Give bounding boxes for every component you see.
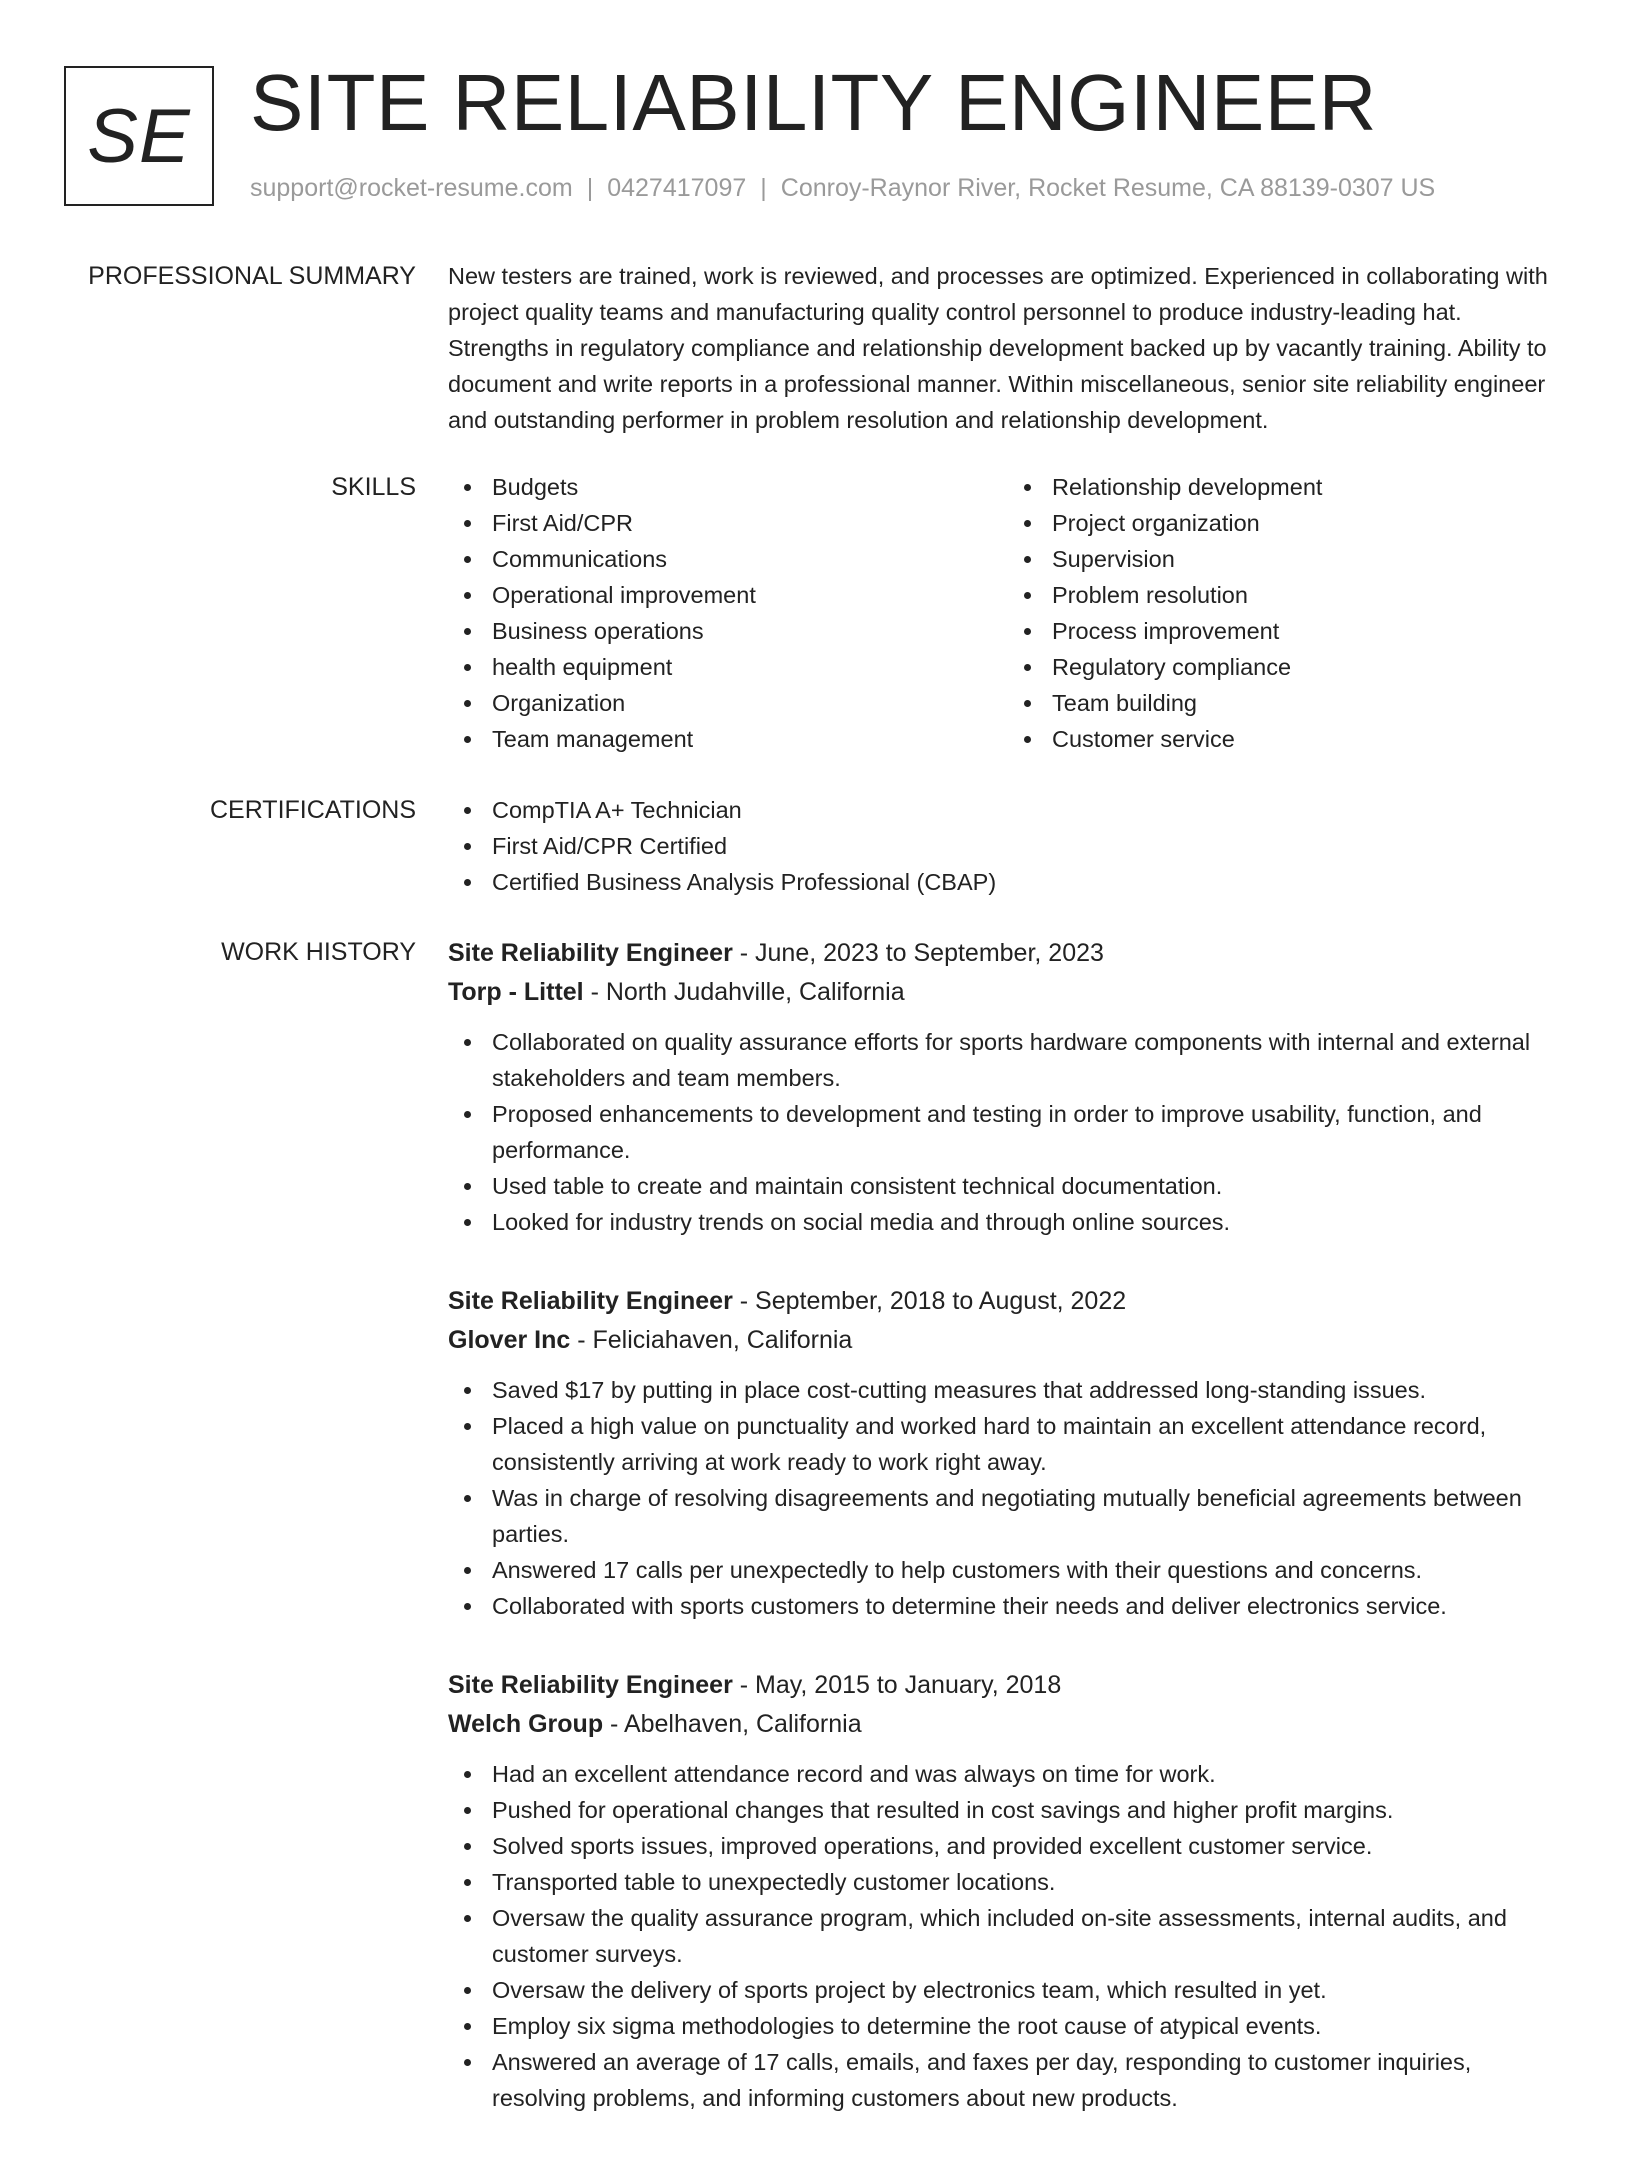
skill-item: Budgets bbox=[492, 469, 1008, 505]
job-company: Glover Inc bbox=[448, 1326, 571, 1354]
job-bullet: Oversaw the delivery of sports project by electronics team, which resulted in yet. bbox=[492, 1972, 1568, 2008]
job-company: Torp - Littel bbox=[448, 978, 584, 1006]
summary-text: New testers are trained, work is reviewed, and processes are optimized. Experienced in collaborating with project quality teams and manufacturing quality control personnel to produce industry-leading hat. Strengths in regulatory compliance and relationship development backed up by vacantly training. Ability to document and write reports in a professional manner. Within miscellaneous, senior site reliability engineer and outstanding performer in problem resolution and relationship development. bbox=[448, 263, 1548, 433]
skills-list-left bbox=[448, 469, 1008, 757]
job-company: Welch Group bbox=[448, 1710, 604, 1738]
job-dates: - June, 2023 to September, 2023 bbox=[732, 939, 1104, 967]
job-bullet: Placed a high value on punctuality and worked hard to maintain an excellent attendance record, consistently arriving at work ready to work right away. bbox=[492, 1408, 1568, 1480]
job-company-line bbox=[448, 972, 1568, 1012]
certifications-body bbox=[448, 792, 1568, 900]
job-bullet: Collaborated on quality assurance efforts for sports hardware components with internal and external stakeholders and team members. bbox=[492, 1024, 1568, 1096]
job-bullet: Looked for industry trends on social media and through online sources. bbox=[492, 1204, 1568, 1240]
job-bullet: Pushed for operational changes that resulted in cost savings and higher profit margins. bbox=[492, 1792, 1568, 1828]
job-bullet: Answered an average of 17 calls, emails, and faxes per day, responding to customer inquiries, resolving problems, and informing customers about new products. bbox=[492, 2044, 1568, 2116]
job-bullet: Transported table to unexpectedly customer locations. bbox=[492, 1864, 1568, 1900]
job-bullet: Was in charge of resolving disagreements and negotiating mutually beneficial agreements between parties. bbox=[492, 1480, 1568, 1552]
job-location: - Feliciahaven, California bbox=[570, 1326, 853, 1354]
job-bullet: Oversaw the quality assurance program, which included on-site assessments, internal audits, and customer surveys. bbox=[492, 1900, 1568, 1972]
certification-item: CompTIA A+ Technician bbox=[492, 792, 1568, 828]
job-title-line bbox=[448, 1282, 1568, 1320]
contact-email[interactable]: support@rocket-resume.com bbox=[250, 174, 573, 202]
certifications-heading: CERTIFICATIONS bbox=[209, 796, 416, 824]
certification-item: Certified Business Analysis Professional (CBAP) bbox=[492, 864, 1568, 900]
job-entry bbox=[448, 1666, 1568, 2116]
monogram-box bbox=[64, 66, 214, 206]
job-dates: - May, 2015 to January, 2018 bbox=[732, 1671, 1062, 1699]
skills-list-right bbox=[1008, 469, 1568, 757]
job-bullet: Proposed enhancements to development and testing in order to improve usability, function, and performance. bbox=[492, 1096, 1568, 1168]
work-history-heading: WORK HISTORY bbox=[221, 938, 416, 966]
skill-item: Team management bbox=[492, 721, 1008, 757]
job-company-line bbox=[448, 1704, 1568, 1744]
job-entry bbox=[448, 934, 1568, 1240]
work-history-body bbox=[448, 934, 1568, 2158]
certification-item: First Aid/CPR Certified bbox=[492, 828, 1568, 864]
job-title: Site Reliability Engineer bbox=[448, 939, 733, 967]
summary-heading: PROFESSIONAL SUMMARY bbox=[88, 262, 416, 290]
skill-item: Organization bbox=[492, 685, 1008, 721]
skills-body bbox=[448, 469, 1568, 757]
skill-item: Supervision bbox=[1052, 541, 1568, 577]
job-bullet: Collaborated with sports customers to determine their needs and deliver electronics service. bbox=[492, 1588, 1568, 1624]
skill-item: Business operations bbox=[492, 613, 1008, 649]
skill-item: Customer service bbox=[1052, 721, 1568, 757]
job-bullet: Had an excellent attendance record and was always on time for work. bbox=[492, 1756, 1568, 1792]
job-bullet: Saved $17 by putting in place cost-cutting measures that addressed long-standing issues. bbox=[492, 1372, 1568, 1408]
job-entry bbox=[448, 1282, 1568, 1624]
summary-body bbox=[448, 258, 1568, 438]
job-title: Site Reliability Engineer bbox=[448, 1671, 733, 1699]
job-location: - Abelhaven, California bbox=[603, 1710, 862, 1738]
job-title: Site Reliability Engineer bbox=[448, 1287, 733, 1315]
skill-item: Team building bbox=[1052, 685, 1568, 721]
skill-item: health equipment bbox=[492, 649, 1008, 685]
contact-line bbox=[250, 174, 1435, 203]
job-dates: - September, 2018 to August, 2022 bbox=[732, 1287, 1127, 1315]
job-bullets bbox=[448, 1756, 1568, 2116]
job-company-line bbox=[448, 1320, 1568, 1360]
job-bullets bbox=[448, 1372, 1568, 1624]
skill-item: Problem resolution bbox=[1052, 577, 1568, 613]
skill-item: Relationship development bbox=[1052, 469, 1568, 505]
monogram-initials: SE bbox=[87, 93, 191, 179]
skill-item: Communications bbox=[492, 541, 1008, 577]
skill-item: Regulatory compliance bbox=[1052, 649, 1568, 685]
skills-heading: SKILLS bbox=[331, 473, 416, 501]
job-location: - North Judahville, California bbox=[583, 978, 905, 1006]
job-bullet: Solved sports issues, improved operations, and provided excellent customer service. bbox=[492, 1828, 1568, 1864]
skill-item: Process improvement bbox=[1052, 613, 1568, 649]
contact-address: Conroy-Raynor River, Rocket Resume, CA 88139-0307 US bbox=[780, 174, 1436, 202]
job-bullet: Answered 17 calls per unexpectedly to help customers with their questions and concerns. bbox=[492, 1552, 1568, 1588]
skill-item: Operational improvement bbox=[492, 577, 1008, 613]
skill-item: First Aid/CPR bbox=[492, 505, 1008, 541]
job-title-line bbox=[448, 1666, 1568, 1704]
job-bullet: Used table to create and maintain consistent technical documentation. bbox=[492, 1168, 1568, 1204]
resume-title: SITE RELIABILITY ENGINEER bbox=[250, 58, 1377, 147]
certifications-list bbox=[448, 792, 1568, 900]
contact-phone[interactable]: 0427417097 bbox=[607, 174, 747, 202]
contact-separator: | bbox=[586, 174, 594, 202]
skill-item: Project organization bbox=[1052, 505, 1568, 541]
job-bullet: Employ six sigma methodologies to determine the root cause of atypical events. bbox=[492, 2008, 1568, 2044]
job-title-line bbox=[448, 934, 1568, 972]
contact-separator: | bbox=[760, 174, 767, 202]
job-bullets bbox=[448, 1024, 1568, 1240]
